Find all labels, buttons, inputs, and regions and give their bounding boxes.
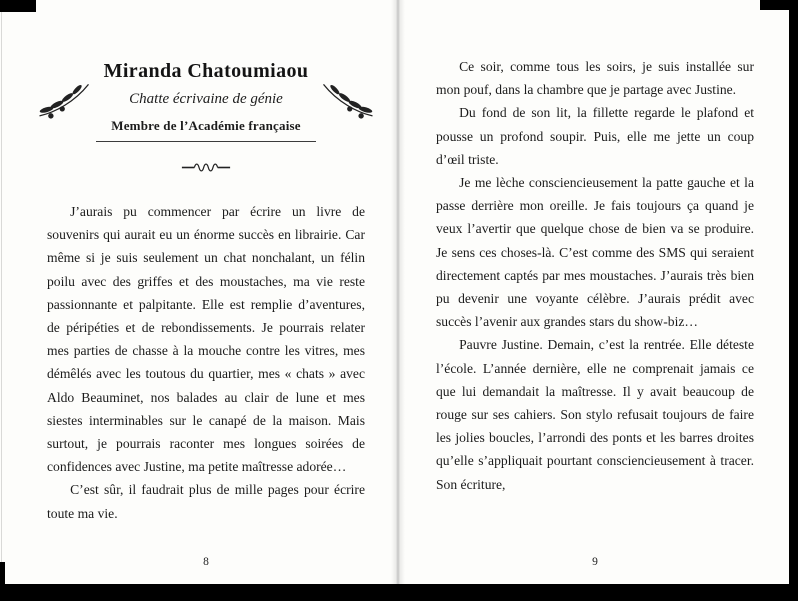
paragraph: Du fond de son lit, la fillette regarde le plafond et pousse un profond soupir. Puis, elle me jette un coup d’œil triste. (436, 105, 754, 167)
right-page (436, 0, 754, 584)
squiggle-divider-icon (47, 161, 365, 179)
laurel-branch-left-icon (36, 79, 92, 123)
right-page-text (436, 0, 754, 496)
left-page-text (47, 200, 365, 525)
paragraph: Ce soir, comme tous les soirs, je suis installée sur mon pouf, dans la chambre que je partage avec Justine. (436, 59, 754, 98)
page-number-right: 9 (592, 556, 598, 568)
header-rule (96, 141, 316, 142)
author-subtitle: Chatte écrivaine de génie (129, 91, 283, 107)
laurel-branch-right-icon (320, 79, 376, 123)
paragraph: Pauvre Justine. Demain, c’est la rentrée. Elle déteste l’école. L’année dernière, elle ne comprenait jamais ce que lui demandait la maîtresse. Il y avait beaucoup de rouge sur ses cahiers. Son stylo refusait toujours de faire les jolies boucles, l’arrondi des ponts et les barres droites qu’elle s’appliquait pourtant consciencieusement à tracer. Son écriture, (436, 337, 754, 492)
author-name: Miranda Chatoumiaou (103, 60, 309, 82)
chapter-title-block (47, 60, 365, 179)
photo-black-corner-top-left (0, 0, 36, 12)
author-affiliation: Membre de l’Académie française (111, 118, 301, 133)
title-stack (96, 60, 316, 142)
title-row (47, 60, 365, 142)
page-number-left: 8 (203, 556, 209, 568)
left-page (47, 0, 365, 584)
page-gutter (391, 0, 405, 584)
page-edge-line (1, 0, 2, 584)
photo-black-edge-bottom-left (0, 562, 5, 584)
paragraph: J’aurais pu commencer par écrire un livre de souvenirs qui aurait eu un énorme succès en librairie. Car même si je suis seulement un chat nonchalant, un félin poilu avec des griffes et des moustaches, ma vie reste passionnante et palpitante. Elle est remplie d’aventures, de péripéties et de rebondissements. Je pourrais relater mes parties de chasse à la mouche contre les vitres, mes démêlés avec les toutous du quartier, mes « chats » avec Aldo Beauminet, nos balades au clair de lune et mes siestes interminables sur le canapé de la maison. Mais surtout, je pourrais raconter mes longues soirées de confidences avec Justine, ma petite maîtresse adorée… (47, 204, 365, 475)
photo-black-corner-top-right (760, 0, 798, 10)
paragraph: Je me lèche consciencieusement la patte gauche et la passe derrière mon oreille. Je fais toujours ça quand je veux l’avertir que quelque chose de bien va se produire. Je sens ces choses-là. C’est comme des SMS qui seraient directement captés par mes moustaches. J’aurais très bien pu devenir une voyante célèbre. J’aurais prédit avec succès l’avenir aux grandes stars du show-biz… (436, 175, 754, 330)
paragraph: C’est sûr, il faudrait plus de mille pages pour écrire toute ma vie. (47, 482, 365, 521)
